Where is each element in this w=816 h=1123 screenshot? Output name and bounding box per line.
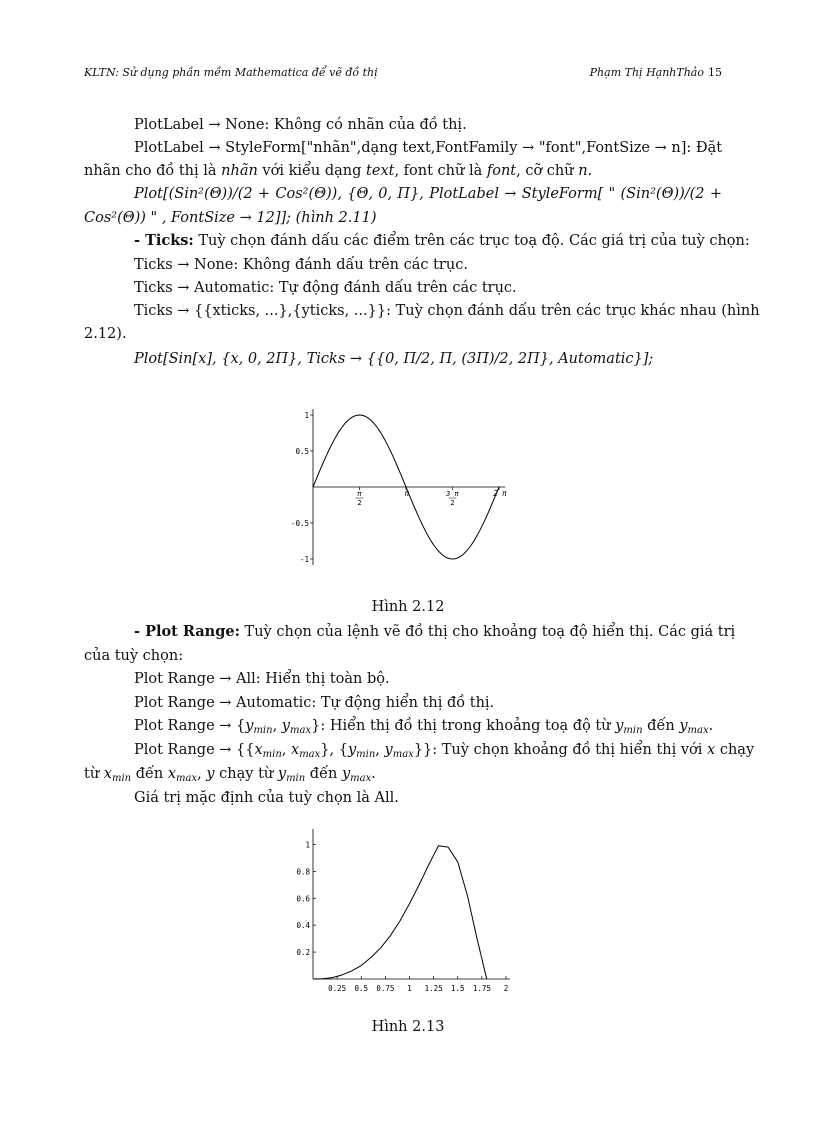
sine-plot — [280, 405, 520, 570]
x-tick-label: 1.5 — [450, 984, 465, 993]
paragraph-line: PlotLabel → StyleForm["nhãn",dạng text,FontFamily → "font",FontSize → n]: Đặt — [134, 140, 723, 156]
text: chạy từ — [214, 766, 278, 782]
text: }}: Tuỳ chọn khoảng đồ thị hiển thị với — [413, 742, 708, 758]
y-tick-label: 1 — [305, 840, 310, 850]
math-var: y — [206, 766, 215, 782]
math-var: y — [384, 742, 393, 758]
math-sub: min — [286, 773, 306, 784]
x-tick-label: 0.5 — [354, 984, 369, 993]
y-tick-label: 0.4 — [296, 921, 310, 931]
text: , font chữ là — [394, 163, 487, 179]
text: }: Hiển thị đồ thị trong khoảng toạ độ từ — [311, 718, 616, 734]
paragraph-line: Plot Range → {$y_{min}$, $y_{max}$}: Hiển thị đồ thị trong khoảng toạ độ từ $y_{min}$ đến $y_{max}$. — [134, 718, 714, 736]
plot-range-chart — [280, 825, 525, 1005]
page-number: 15 — [708, 66, 722, 79]
x-tick-label: 3 π — [446, 490, 459, 498]
x-tick-label: 1.75 — [472, 984, 491, 993]
text: n. — [578, 163, 593, 179]
text: Tuỳ chọn đánh dấu các điểm trên các trục toạ độ. Các giá trị của tuỳ chọn: — [193, 233, 750, 249]
text: , — [272, 718, 282, 734]
code-line: Plot[(Sin²(Θ))/(2 + Cos²(Θ)), {Θ, 0, Π}, PlotLabel → StyleForm[ " (Sin²(Θ))/(2 + — [134, 186, 722, 202]
paragraph-line: Plot Range → Automatic: Tự động hiển thị đồ thị. — [134, 695, 495, 711]
math-var: x — [291, 742, 300, 758]
text: text — [366, 163, 395, 179]
x-tick-label: 0.25 — [328, 984, 347, 993]
math-sub: max — [290, 725, 312, 736]
math-var: x — [707, 742, 716, 758]
math-sub: max — [687, 725, 709, 736]
text: đến — [305, 766, 342, 782]
y-tick-label: -1 — [299, 555, 309, 564]
paragraph-line: Plot Range → {{$x_{min}$, $x_{max}$}, {$y_{min}$, $y_{max}$}}: Tuỳ chọn khoảng đồ thị hiển thị với x chạy — [134, 742, 755, 760]
x-tick-label: π — [404, 489, 410, 498]
paragraph-line: Ticks → None: Không đánh dấu trên các trục. — [134, 257, 468, 273]
x-tick-label: 0.75 — [376, 984, 395, 993]
paragraph-line: Ticks → {{xticks, ...},{yticks, ...}}: Tuỳ chọn đánh dấu trên các trục khác nhau (hình — [134, 303, 760, 319]
y-tick-label: -0.5 — [290, 519, 309, 528]
math-sub: min — [262, 749, 282, 760]
y-tick-label: 0.2 — [296, 948, 310, 958]
text: đến — [642, 718, 680, 734]
text: với kiểu dạng — [257, 163, 367, 179]
paragraph-line: của tuỳ chọn: — [84, 648, 184, 664]
math-sub: min — [356, 749, 376, 760]
text: chạy — [715, 742, 755, 758]
paragraph-line: PlotLabel → None: Không có nhãn của đồ thị. — [134, 117, 467, 133]
y-tick-label: 0.5 — [295, 447, 309, 456]
text: , cỡ chữ — [516, 163, 579, 179]
text: từ — [84, 766, 104, 782]
math-var: x — [254, 742, 263, 758]
term-ticks: - Ticks: — [134, 232, 194, 249]
y-tick-label: 0.6 — [296, 894, 310, 904]
math-sub: min — [111, 773, 132, 784]
math-sub: max — [299, 749, 321, 760]
math-var: y — [281, 718, 290, 734]
text: nhãn — [221, 163, 258, 179]
x-tick-label: 2 — [357, 499, 362, 507]
math-var: y — [679, 718, 688, 734]
code-line: Plot[Sin[x], {x, 0, 2Π}, Ticks → {{0, Π/2, Π, (3Π)/2, 2Π}, Automatic}]; — [134, 351, 654, 367]
math-var: x — [103, 766, 112, 782]
x-tick-label: 1.25 — [424, 984, 443, 993]
paragraph-line: từ $x_{min}$ đến $x_{max}$, y chạy từ $y_{min}$ đến $y_{max}$. — [84, 766, 376, 784]
math-sub: max — [176, 773, 198, 784]
paragraph-line: Plot Range → All: Hiển thị toàn bộ. — [134, 671, 390, 687]
math-sub: max — [392, 749, 414, 760]
paragraph-line: Giá trị mặc định của tuỳ chọn là All. — [134, 790, 399, 806]
figure-caption: Hình 2.12 — [371, 599, 445, 615]
text: , — [281, 742, 292, 758]
author-name: Phạm Thị HạnhThảo — [589, 66, 704, 79]
text: , — [375, 742, 385, 758]
math-sub: min — [253, 725, 273, 736]
y-tick-label: 1 — [304, 411, 309, 420]
math-sub: max — [350, 773, 372, 784]
x-tick-label: π — [357, 490, 362, 498]
math-var: x — [167, 766, 177, 782]
math-var: y — [615, 718, 624, 734]
text: nhãn cho đồ thị là — [84, 163, 222, 179]
figure-caption: Hình 2.13 — [371, 1019, 445, 1035]
text: Plot Range → { — [134, 718, 246, 734]
paragraph-line: 2.12). — [84, 326, 127, 342]
math-var: y — [341, 766, 351, 782]
y-tick-label: 0.8 — [296, 867, 310, 877]
math-sub: min — [623, 725, 643, 736]
data-curve — [313, 846, 487, 979]
term-plot-range: - Plot Range: — [134, 623, 240, 640]
x-tick-label: 2 — [503, 984, 509, 993]
running-header-author — [590, 66, 722, 79]
paragraph-line — [84, 162, 722, 180]
x-tick-label: 2 π — [493, 489, 507, 498]
paragraph-line — [134, 232, 750, 250]
running-header-title: KLTN: Sử dụng phần mềm Mathematica để vẽ đồ thị — [84, 66, 378, 79]
x-tick-label: 2 — [450, 499, 455, 507]
text: font — [486, 163, 517, 179]
text: Plot Range → {{ — [134, 742, 255, 758]
text: đến — [131, 766, 168, 782]
math-var: y — [245, 718, 254, 734]
math-var: y — [277, 766, 287, 782]
paragraph-line — [134, 623, 736, 641]
math-var: y — [347, 742, 357, 758]
code-line: Cos²(Θ)) " , FontSize → 12]]; (hình 2.11) — [84, 210, 377, 226]
x-tick-label: 1 — [407, 984, 412, 993]
paragraph-line: Ticks → Automatic: Tự động đánh dấu trên các trục. — [134, 280, 517, 296]
text: Tuỳ chọn của lệnh vẽ đồ thị cho khoảng toạ độ hiển thị. Các giá trị — [239, 624, 736, 640]
